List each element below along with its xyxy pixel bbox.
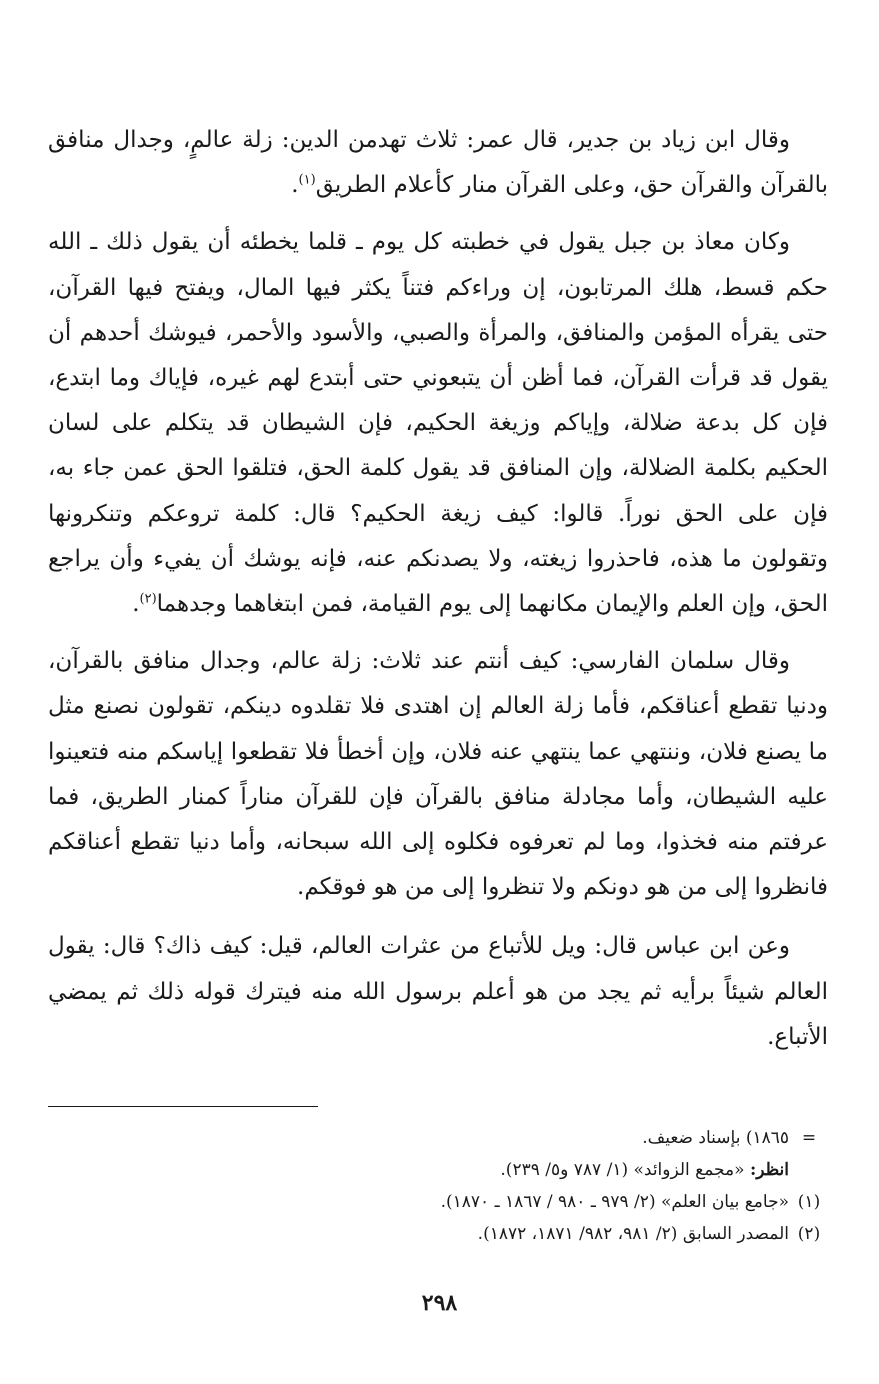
footnote-text: «جامع بيان العلم» (٢/ ٩٧٩ ـ ٩٨٠ / ١٨٦٧ ـ ١٨٧٠). xyxy=(440,1192,789,1212)
footnote-continuation xyxy=(49,1122,829,1154)
paragraph-end: . xyxy=(132,591,140,618)
paragraph-text: وقال سلمان الفارسي: كيف أنتم عند ثلاث: زلة عالم، وجدال منافق بالقرآن، ودنيا تقطع أعناقكم، فأما زلة العالم إن اهتدى فلا تقلدوه دينكم، تقولون نصنع مثل ما يصنع فلان، وننتهي عما ينتهي عنه فلان، وإن أخطأ فلا تقطعوا إياسكم منه فتعينوا عليه الشيطان، وأما مجادلة منافق بالقرآن فإن للقرآن مناراً كمنار الطريق، فما عرفتم منه فخذوا، وما لم تعرفوه فكلوه إلى الله سبحانه، وأما دنيا تقطع أعناقكم فانظروا إلى من هو دونكم ولا تنظروا إلى من هو فوقكم. xyxy=(48,648,828,901)
footnote-reference: (٢) xyxy=(139,591,157,607)
paragraph xyxy=(48,639,828,910)
page-number: ٢٩٨ xyxy=(421,1290,458,1316)
paragraph-text: وقال ابن زياد بن جدير، قال عمر: ثلاث تهدمن الدين: زلة عالمٍ، وجدال منافق بالقرآن والقرآن حق، وعلى القرآن منار كأعلام الطريق xyxy=(48,127,828,199)
paragraph-text: وكان معاذ بن جبل يقول في خطبته كل يوم ـ قلما يخطئه أن يقول ذلك ـ الله حكم قسط، هلك المرتابون، إن وراءكم فتناً يكثر فيها المال، ويفتح فيها القرآن، حتى يقرأه المؤمن والمنافق، والمرأة والصبي، والأسود والأحمر، فيوشك أحدهم أن يقول قد قرأت القرآن، فما أظن أن يتبعوني حتى أبتدع لهم غيره، فإياك وما ابتدع، فإن كل بدعة ضلالة، وإياكم وزيغة الحكيم، فإن الشيطان قد يتكلم على لسان الحكيم بكلمة الضلالة، وإن المنافق قد يقول كلمة الحق، فتلقوا الحق عمن جاء به، فإن على الحق نوراً. قالوا: كيف زيغة الحكيم؟ قال: كلمة تروعكم وتنكرونها وتقولون ما هذه، فاحذروا زيغته، ولا يصدنكم عنه، فإنه يوشك أن يفيء وأن يراجع الحق، وإن العلم والإيمان مكانهما إلى يوم القيامة، فمن ابتغاهما وجدهما xyxy=(48,229,828,618)
main-text xyxy=(48,118,828,1060)
footnote-mark: (١) xyxy=(797,1192,821,1212)
paragraph xyxy=(48,220,828,627)
footnote-mark: = xyxy=(801,1128,817,1148)
footnote-2 xyxy=(49,1218,829,1250)
footnote-mark: (٢) xyxy=(797,1224,821,1244)
footnote-label: انظر: xyxy=(749,1160,789,1180)
footnote-text: المصدر السابق (٢/ ٩٨١، ٩٨٢/ ١٨٧١، ١٨٧٢). xyxy=(477,1224,789,1244)
footnote-divider xyxy=(48,1106,318,1107)
footnote-text: «مجمع الزوائد» (١/ ٧٨٧ و٥/ ٢٣٩). xyxy=(500,1160,745,1180)
footnote-see-also xyxy=(49,1154,829,1186)
paragraph xyxy=(48,924,828,1060)
footnote-1 xyxy=(49,1186,829,1218)
footnote-reference: (١) xyxy=(298,172,316,188)
paragraph xyxy=(48,118,828,208)
paragraph-end: . xyxy=(291,172,299,199)
paragraph-text: وعن ابن عباس قال: ويل للأتباع من عثرات العالم، قيل: كيف ذاك؟ قال: يقول العالم شيئاً برأيه ثم يجد من هو أعلم برسول الله منه فيترك قوله ذلك ثم يمضي الأتباع. xyxy=(48,933,828,1050)
footnotes xyxy=(49,1122,829,1250)
footnote-text: ١٨٦٥) بإسناد ضعيف. xyxy=(642,1128,789,1148)
